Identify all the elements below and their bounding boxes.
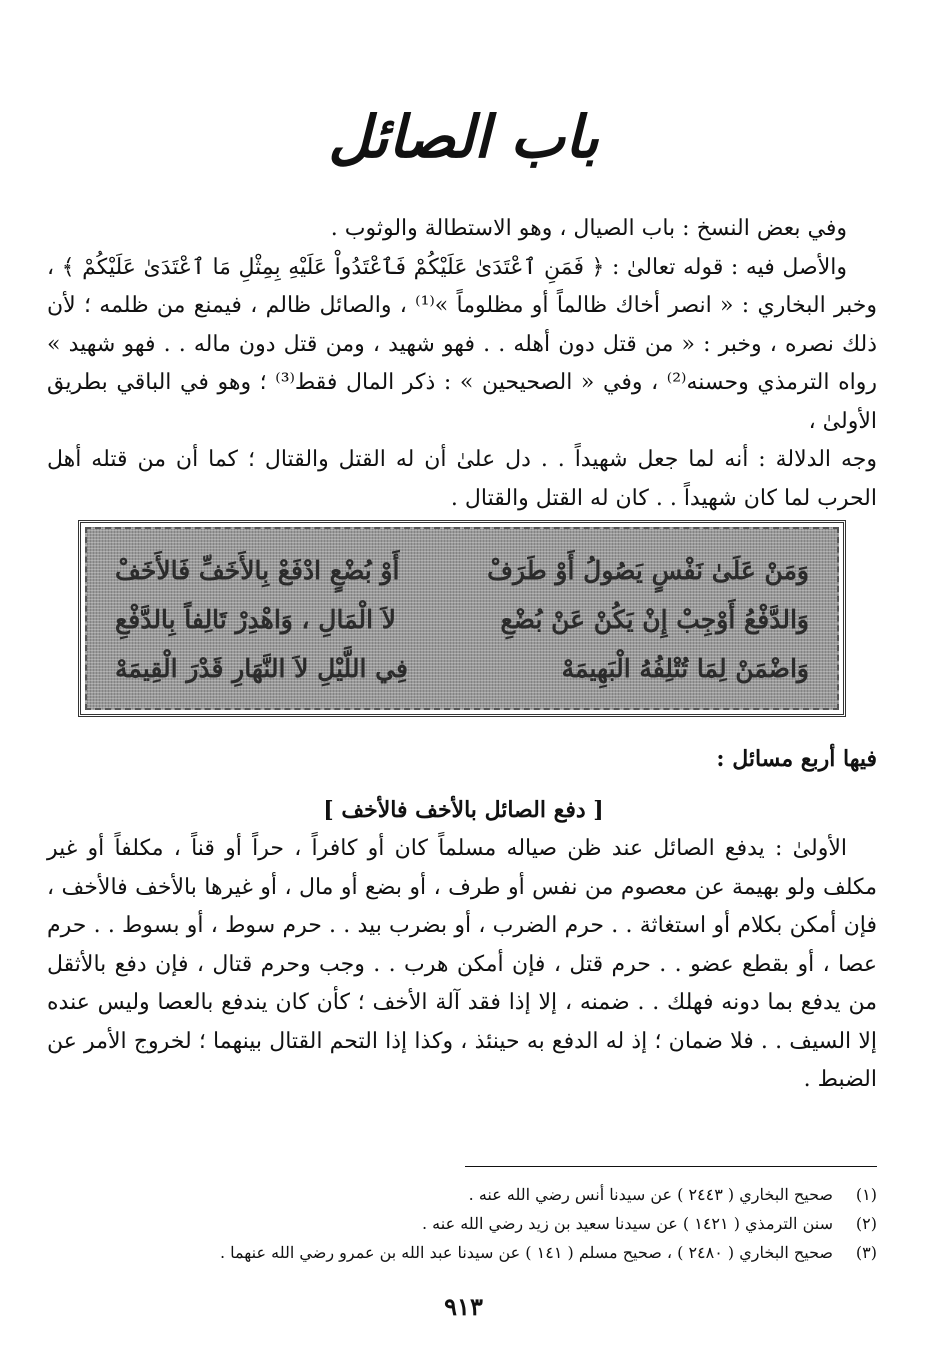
verse-1-second-hemistich: أَوْ بُضْعٍ ادْفَعْ بِالأَخَفِّ فَالأَخَفْ <box>115 556 400 585</box>
chapter-title: باب الصائل <box>328 103 599 171</box>
verse-2-first-hemistich: وَالدَّفْعُ أَوْجِبْ إِنْ يَكُنْ عَنْ بُضْعِ <box>500 605 809 634</box>
section-heading: [ دفع الصائل بالأخف فالأخف ] <box>323 797 604 823</box>
verse-3-second-hemistich: فِي اللَّيْلِ لاَ النَّهَارِ قَدْرَ الْقِيمَهْ <box>115 654 408 683</box>
first-issue-text <box>47 830 877 1100</box>
verse-1-first-hemistich: وَمَنْ عَلَىٰ نَفْسٍ يَصُولُ أَوْ طَرَفْ <box>487 556 809 585</box>
verse-3-first-hemistich: وَاضْمَنْ لِمَا تُتْلِفُهُ الْبَهِيمَهْ <box>561 654 809 683</box>
first-issue-paragraph: الأولىٰ : يدفع الصائل عند ظن صياله مسلماً كان أو كافراً ، حراً أو قناً ، مكلفاً أو غير مكلف ولو بهيمة عن معصوم من نفس أو طرف ، أو بضع أو مال ، أو غيرها بالأخف فالأخف ، فإن أمكن بكلام أو استغاثة . . حرم الضرب ، أو بضرب بيد . . حرم سوط ، أو بسوط . . حرم عصا ، أو بقطع عضو . . حرم قتل ، فإن أمكن هرب . . وجب وحرم قتال ، فإن دفع بالأثقل من يدفع بما دونه فهلك . . ضمنه ، إلا إذا فقد آلة الأخف ؛ كأن كان يندفع بالعصا وليس عنده إلا السيف . . فلا ضمان ؛ إذ له الدفع به حينئذ ، وكذا إذا التحم القتال بينهما ؛ لخروج الأمر عن الضبط . <box>47 836 877 1092</box>
footnote-text: سنن الترمذي ( ١٤٢١ ) عن سيدنا سعيد بن زيد رضي الله عنه . <box>422 1214 833 1233</box>
issues-intro: فيها أربع مسائل : <box>716 746 877 772</box>
footnotes <box>47 1180 877 1267</box>
poem-verses <box>85 527 839 710</box>
footnote-number: (٢) <box>855 1214 877 1233</box>
verse-2-second-hemistich: لاَ الْمَالِ ، وَاهْدِرْ تَالِفاً بِالدَّفْعِ <box>115 605 397 634</box>
intro-paragraph: وفي بعض النسخ : باب الصيال ، وهو الاستطالة والوثوب . <box>330 216 847 241</box>
footnote-number: (١) <box>855 1185 877 1204</box>
evidence-paragraph: وجه الدلالة : أنه لما جعل شهيداً . . دل علىٰ أن له القتل والقتال ؛ كما أن من قتله أهل الحرب لما كان شهيداً . . كان له القتل والقتال . <box>47 447 877 511</box>
poem-frame <box>78 520 846 717</box>
footnote-divider <box>465 1166 877 1167</box>
basis-paragraph: والأصل فيه : قوله تعالىٰ : ﴿ فَمَنِ ٱعْتَدَىٰ عَلَيْكُمْ فَٱعْتَدُواْ عَلَيْهِ بِمِثْلِ مَا ٱعْتَدَىٰ عَلَيْكُمْ ﴾ ، وخبر البخاري : « انصر أخاك ظالماً أو مظلوماً »⁽¹⁾ ، والصائل ظالم ، فيمنع من ظلمه ؛ لأن ذلك نصره ، وخبر : « من قتل دون أهله . . فهو شهيد ، ومن قتل دون ماله . . فهو شهيد » رواه الترمذي وحسنه⁽²⁾ ، وفي « الصحيحين » : ذكر المال فقط⁽³⁾ ؛ وهو في الباقي بطريق الأولىٰ ، <box>47 254 877 434</box>
footnote-item <box>47 1180 877 1209</box>
footnote-text: صحيح البخاري ( ٢٤٤٣ ) عن سيدنا أنس رضي الله عنه . <box>468 1185 833 1204</box>
footnote-item <box>47 1238 877 1267</box>
footnote-number: (٣) <box>855 1243 877 1262</box>
opening-text <box>47 210 877 518</box>
footnote-item <box>47 1209 877 1238</box>
footnote-text: صحيح البخاري ( ٢٤٨٠ ) ، صحيح مسلم ( ١٤١ ) عن سيدنا عبد الله بن عمرو رضي الله عنهما . <box>220 1243 833 1262</box>
page-number: ٩١٣ <box>444 1292 483 1321</box>
